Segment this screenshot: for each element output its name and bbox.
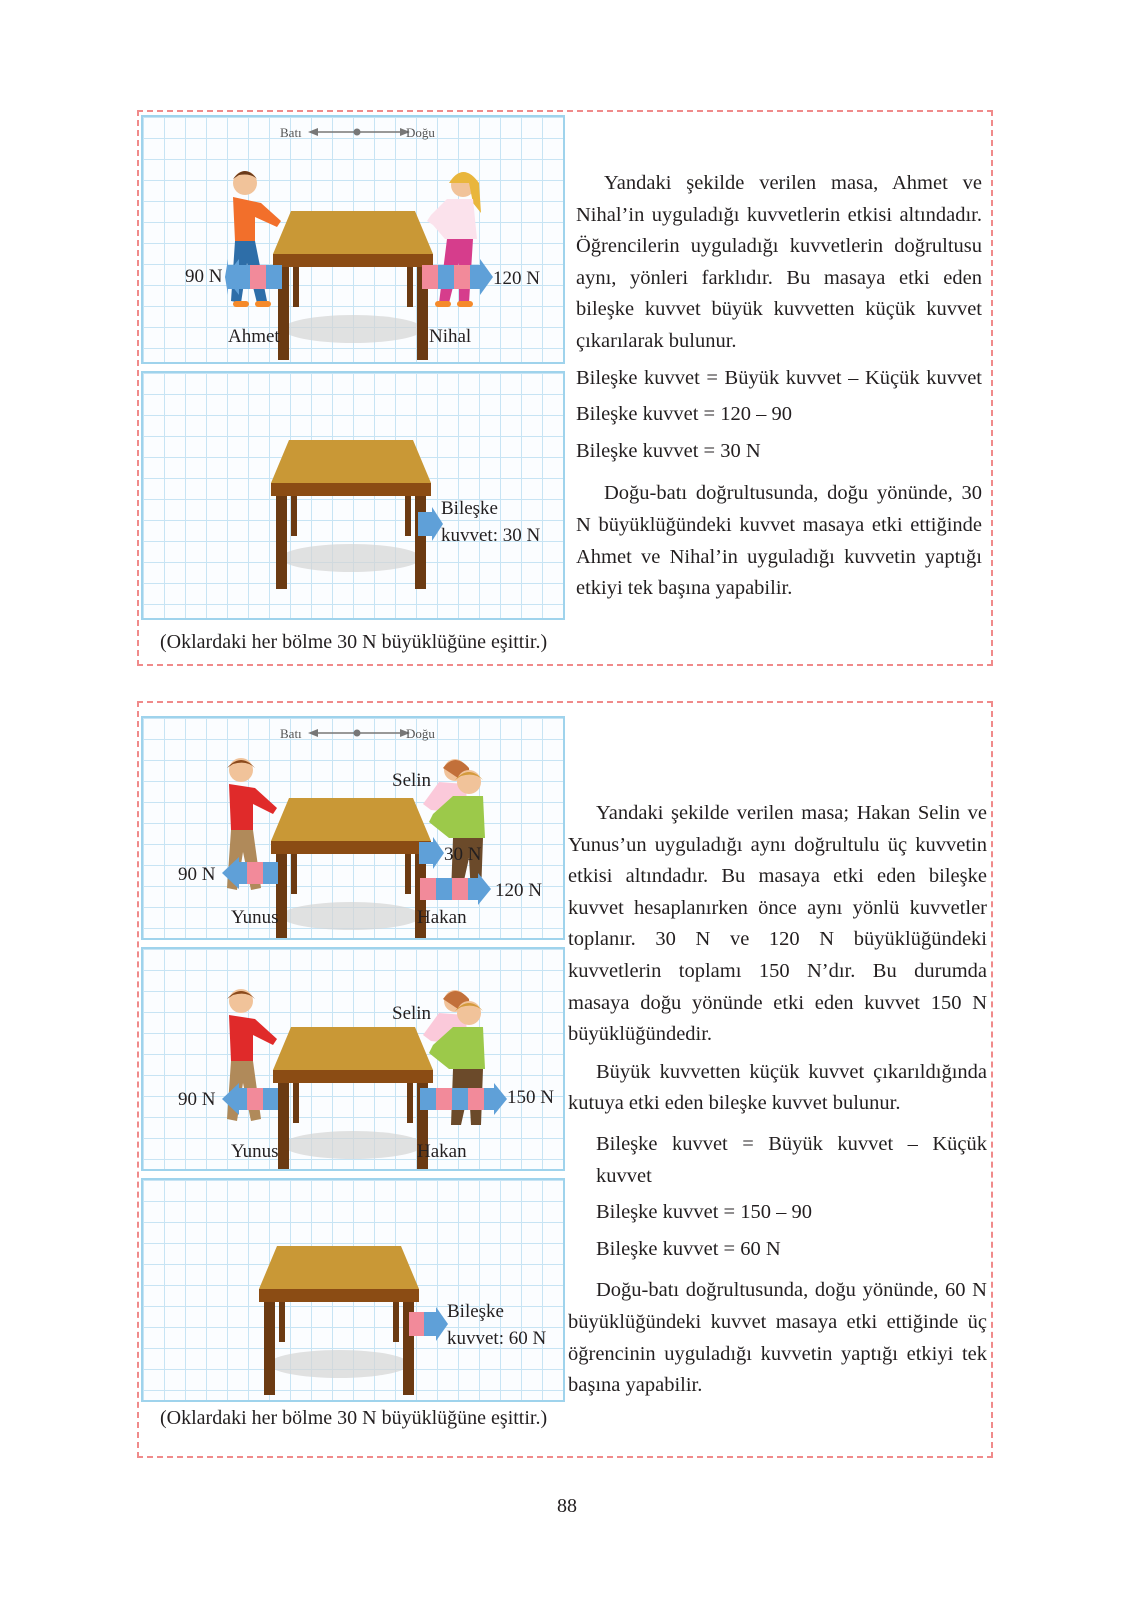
table (273, 211, 433, 360)
table (259, 1246, 419, 1395)
result-label-line1: Bileşke (441, 498, 498, 519)
force-label-right: 120 N (493, 268, 540, 289)
name-label-hakan: Hakan (417, 1141, 467, 1162)
result-label-line2: kuvvet: 30 N (441, 525, 541, 546)
formula-line: Bileşke kuvvet = 30 N (576, 439, 761, 462)
formula-line: Bileşke kuvvet = Büyük kuvvet – Küçük kuvvet (596, 1132, 987, 1187)
paragraph: Doğu-batı doğrultusunda, doğu yönünde, 30 N büyüklüğündeki kuvvet masaya etki ettiğinde Ahmet ve Nihal’in uyguladığı kuvvetin yaptığı etkiyi tek başına yapabilir. (576, 482, 982, 600)
name-label-yunus: Yunus (231, 1141, 279, 1162)
compass-east-label: Doğu (406, 726, 435, 741)
compass-west-label: Batı (280, 125, 302, 140)
force-label-right: 120 N (495, 880, 542, 901)
table (271, 440, 431, 589)
name-label-nihal: Nihal (429, 326, 472, 347)
figure-panel-result-30n (141, 371, 565, 620)
paragraph: Yandaki şekilde verilen masa; Hakan Selin ve Yunus’un uyguladığı aynı doğrultulu üç kuvvetin etkisi altındadır. Bu masaya etki eden bileşke kuvvet hesaplanırken önce aynı yönlü kuvvetler toplanır. 30 N ve 120 N büyüklüğündeki kuvvetlerin toplamı 150 N’dır. Bu durumda masaya doğu yönünde etki eden kuvvet 150 N büyüklüğündedir. (568, 802, 987, 1046)
result-label-line1: Bileşke (447, 1301, 504, 1322)
figure-panel-result-60n (141, 1178, 565, 1402)
name-label-yunus: Yunus (231, 907, 279, 928)
explanation-text-2 (568, 798, 987, 1402)
figure-note: (Oklardaki her bölme 30 N büyüklüğüne eşittir.) (160, 1407, 548, 1429)
formula-line: Bileşke kuvvet = 60 N (596, 1237, 781, 1260)
table (273, 1027, 433, 1171)
name-label-selin: Selin (392, 770, 432, 791)
paragraph: Yandaki şekilde verilen masa, Ahmet ve Nihal’in uyguladığı kuvvetlerin etkisi altındadır. Öğrencilerin uyguladığı kuvvetlerin doğrultusu aynı, yönleri farklıdır. Bu masaya etki eden bileşke kuvvet büyük kuvvetten küçük kuvvet çıkarılarak bulunur. (576, 172, 982, 352)
name-label-hakan: Hakan (417, 907, 467, 928)
page-number: 88 (557, 1495, 577, 1517)
force-label-left: 90 N (185, 266, 223, 287)
formula-line: Bileşke kuvvet = 150 – 90 (596, 1201, 812, 1224)
explanation-text-1 (576, 168, 982, 605)
compass-arrow (308, 128, 410, 136)
force-label-right: 150 N (507, 1087, 554, 1108)
paragraph: Büyük kuvvetten küçük kuvvet çıkarıldığında kutuya etki eden bileşke kuvvet bulunur. (568, 1060, 987, 1115)
paragraph: Doğu-batı doğrultusunda, doğu yönünde, 60 N büyüklüğündeki kuvvet masaya etki ettiğinde üç öğrencinin uyguladığı kuvvetin yaptığı etkiyi tek başına yapabilir. (568, 1279, 987, 1397)
figure-panel-ahmet-nihal (141, 115, 565, 364)
figure-panel-three-forces (141, 716, 565, 940)
compass-west-label: Batı (280, 726, 302, 741)
table (271, 798, 431, 940)
formula-line: Bileşke kuvvet = 120 – 90 (576, 403, 792, 426)
force-label-middle: 30 N (444, 844, 482, 865)
figure-panel-combined-forces (141, 947, 565, 1171)
figure-note: (Oklardaki her bölme 30 N büyüklüğüne eşittir.) (160, 631, 548, 653)
result-label-line2: kuvvet: 60 N (447, 1328, 547, 1349)
name-label-selin: Selin (392, 1003, 432, 1024)
result-arrow-30n (418, 507, 443, 541)
name-label-ahmet: Ahmet (228, 326, 280, 347)
formula-line: Bileşke kuvvet = Büyük kuvvet – Küçük kuvvet (576, 366, 982, 389)
compass-east-label: Doğu (406, 125, 435, 140)
force-label-left: 90 N (178, 1089, 216, 1110)
force-label-left: 90 N (178, 864, 216, 885)
compass-arrow (308, 729, 410, 737)
result-arrow-60n (409, 1307, 448, 1341)
